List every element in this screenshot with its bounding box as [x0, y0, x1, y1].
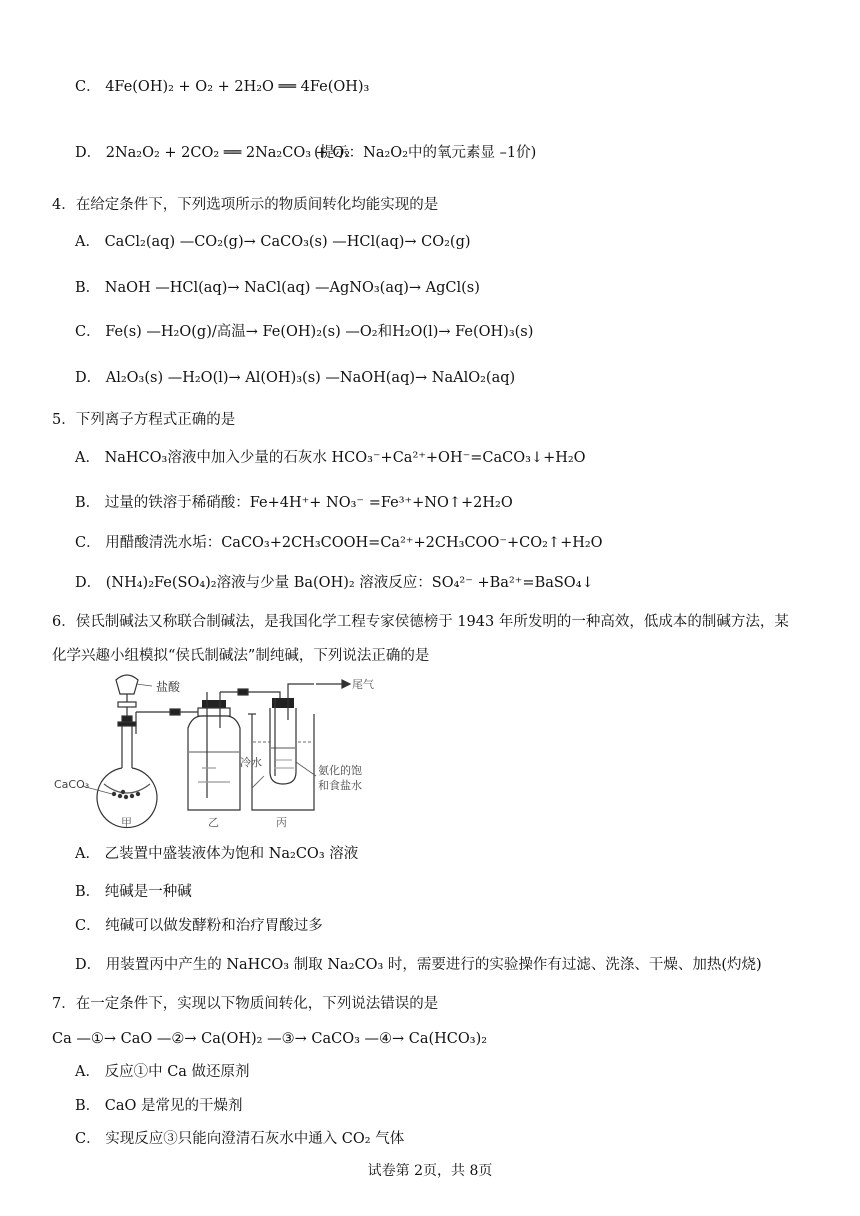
q7-option-a: A． 反应①中 Ca 做还原剂: [75, 1064, 250, 1080]
page-footer: 试卷第 2页，共 8页: [367, 1163, 493, 1179]
q5-option-a: A． NaHCO₃溶液中加入少量的石灰水 HCO₃⁻+Ca²⁺+OH⁻=CaCO₃↓+H₂O: [75, 450, 586, 466]
q4-stem: 4．在给定条件下，下列选项所示的物质间转化均能实现的是: [52, 197, 439, 213]
q6-stem-line1: 6．侯氏制碱法又称联合制碱法，是我国化学工程专家侯德榜于 1943 年所发明的一种高效，低成本的制碱方法，某: [52, 614, 789, 630]
q3-option-d-hint: (提示：Na₂O₂中的氧元素显 –1价): [314, 145, 537, 161]
q7-option-b: B． CaO 是常见的干燥剂: [75, 1098, 243, 1114]
q6-option-b: B． 纯碱是一种碱: [75, 884, 192, 900]
q5-option-c: C． 用醋酸清洗水垢：CaCO₃+2CH₃COOH=Ca²⁺+2CH₃COO⁻+CO₂↑+H₂O: [75, 535, 603, 551]
fig-label-bing: 丙: [276, 816, 287, 829]
q6-option-a: A． 乙装置中盛装液体为饱和 Na₂CO₃ 溶液: [75, 846, 359, 862]
beaker-bing: [248, 698, 314, 810]
q5-option-b: B． 过量的铁溶于稀硝酸：Fe+4H⁺+ NO₃⁻ =Fe³⁺+NO↑+2H₂O: [75, 495, 513, 511]
q4-option-b: B． NaOH —HCl(aq)→ NaCl(aq) —AgNO₃(aq)→ AgCl(s): [75, 280, 480, 296]
q6-stem-line2: 化学兴趣小组模拟“侯氏制碱法”制纯碱，下列说法正确的是: [52, 648, 430, 664]
q4-option-a: A． CaCl₂(aq) —CO₂(g)→ CaCO₃(s) —HCl(aq)→ CO₂(g): [75, 234, 471, 250]
q5-stem: 5．下列离子方程式正确的是: [52, 412, 236, 428]
separatory-funnel: [116, 675, 138, 726]
q6-option-d: D． 用装置丙中产生的 NaHCO₃ 制取 Na₂CO₃ 时，需要进行的实验操作有过滤、洗涤、干燥、加热(灼烧): [75, 957, 762, 973]
fig-label-solution-2: 和食盐水: [318, 779, 362, 792]
q7-chain: Ca —①→ CaO —②→ Ca(OH)₂ —③→ CaCO₃ —④→ Ca(HCO₃)₂: [52, 1031, 488, 1047]
wash-bottle-yi: [188, 692, 240, 810]
q7-stem: 7．在一定条件下，实现以下物质间转化，下列说法错误的是: [52, 996, 439, 1012]
fig-label-jia: 甲: [121, 816, 132, 829]
q4-option-c: C． Fe(s) —H₂O(g)/高温→ Fe(OH)₂(s) —O₂和H₂O(l)→ Fe(OH)₃(s): [75, 324, 534, 340]
fig-label-tail-gas: 尾气: [352, 678, 374, 691]
fig-label-yi: 乙: [208, 816, 219, 829]
fig-label-caco3: CaCO₃: [54, 778, 90, 791]
fig-label-hcl: 盐酸: [156, 680, 181, 694]
q4-option-d: D． Al₂O₃(s) —H₂O(l)→ Al(OH)₃(s) —NaOH(aq)→ NaAlO₂(aq): [75, 370, 516, 386]
connecting-tube-2: [220, 692, 280, 704]
fig-label-cold-water: 冷水: [240, 756, 262, 769]
round-flask-jia: [97, 712, 157, 828]
q7-option-c: C． 实现反应③只能向澄清石灰水中通入 CO₂ 气体: [75, 1131, 405, 1147]
fig-label-solution-1: 氨化的饱: [318, 764, 362, 777]
q6-option-c: C． 纯碱可以做发酵粉和治疗胃酸过多: [75, 918, 323, 934]
q3-option-c: C． 4Fe(OH)₂ + O₂ + 2H₂O ══ 4Fe(OH)₃: [75, 79, 370, 95]
q5-option-d: D． (NH₄)₂Fe(SO₄)₂溶液与少量 Ba(OH)₂ 溶液反应：SO₄²⁻ +Ba²⁺=BaSO₄↓: [75, 575, 594, 591]
connecting-tube-3: [288, 684, 314, 698]
q3-option-d: D． 2Na₂O₂ + 2CO₂ ══ 2Na₂CO₃ + O₂: [75, 145, 351, 161]
apparatus-figure: [52, 672, 382, 832]
